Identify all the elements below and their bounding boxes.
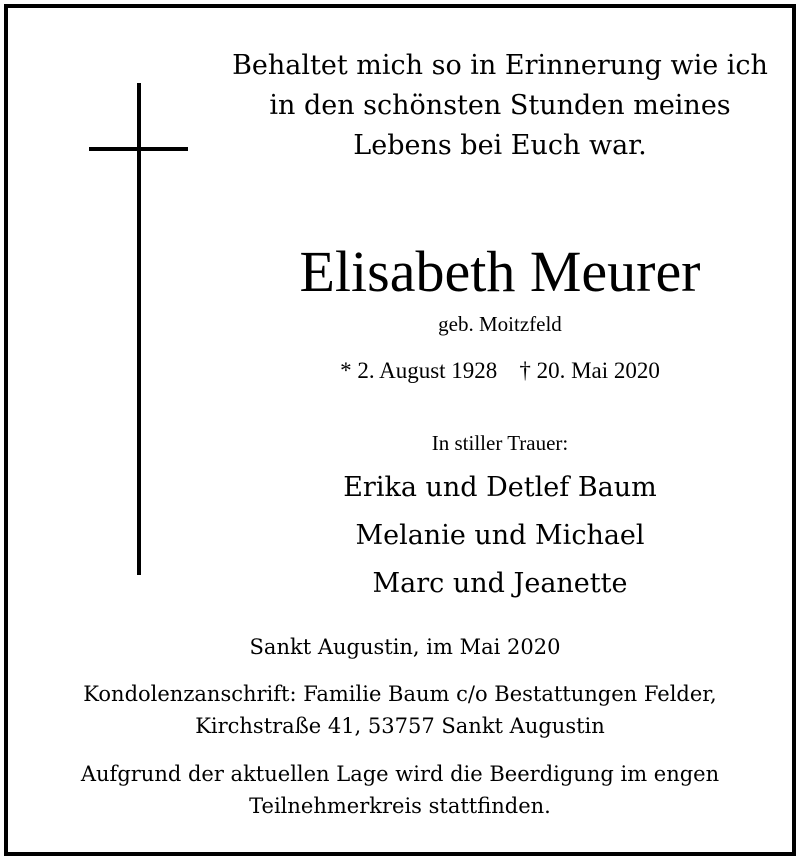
life-dates xyxy=(200,358,800,384)
cross-icon-bar xyxy=(89,147,188,151)
condolence-address: Kondolenzanschrift: Familie Baum c/o Bestattungen Felder, xyxy=(83,682,717,706)
mourner-name: Melanie und Michael xyxy=(355,520,645,551)
maiden-name: geb. Moitzfeld xyxy=(438,312,562,336)
quote-line: Lebens bei Euch war. xyxy=(353,130,647,161)
funeral-notice: Aufgrund der aktuellen Lage wird die Beerdigung im engen xyxy=(80,762,720,786)
mourner-name: Erika und Detlef Baum xyxy=(343,472,657,503)
cross-icon xyxy=(137,83,141,575)
condolence-address: Kirchstraße 41, 53757 Sankt Augustin xyxy=(195,714,605,738)
place-date: Sankt Augustin, im Mai 2020 xyxy=(249,635,561,659)
quote-line: Behaltet mich so in Erinnerung wie ich xyxy=(232,50,768,81)
mourning-intro: In stiller Trauer: xyxy=(431,431,569,455)
quote-line: in den schönsten Stunden meines xyxy=(269,90,731,121)
death-date: † 20. Mai 2020 xyxy=(519,358,660,383)
deceased-name: Elisabeth Meurer xyxy=(299,239,701,304)
funeral-notice: Teilnehmerkreis stattfinden. xyxy=(249,794,551,818)
birth-date: * 2. August 1928 xyxy=(340,358,498,383)
mourner-name: Marc und Jeanette xyxy=(372,568,628,599)
